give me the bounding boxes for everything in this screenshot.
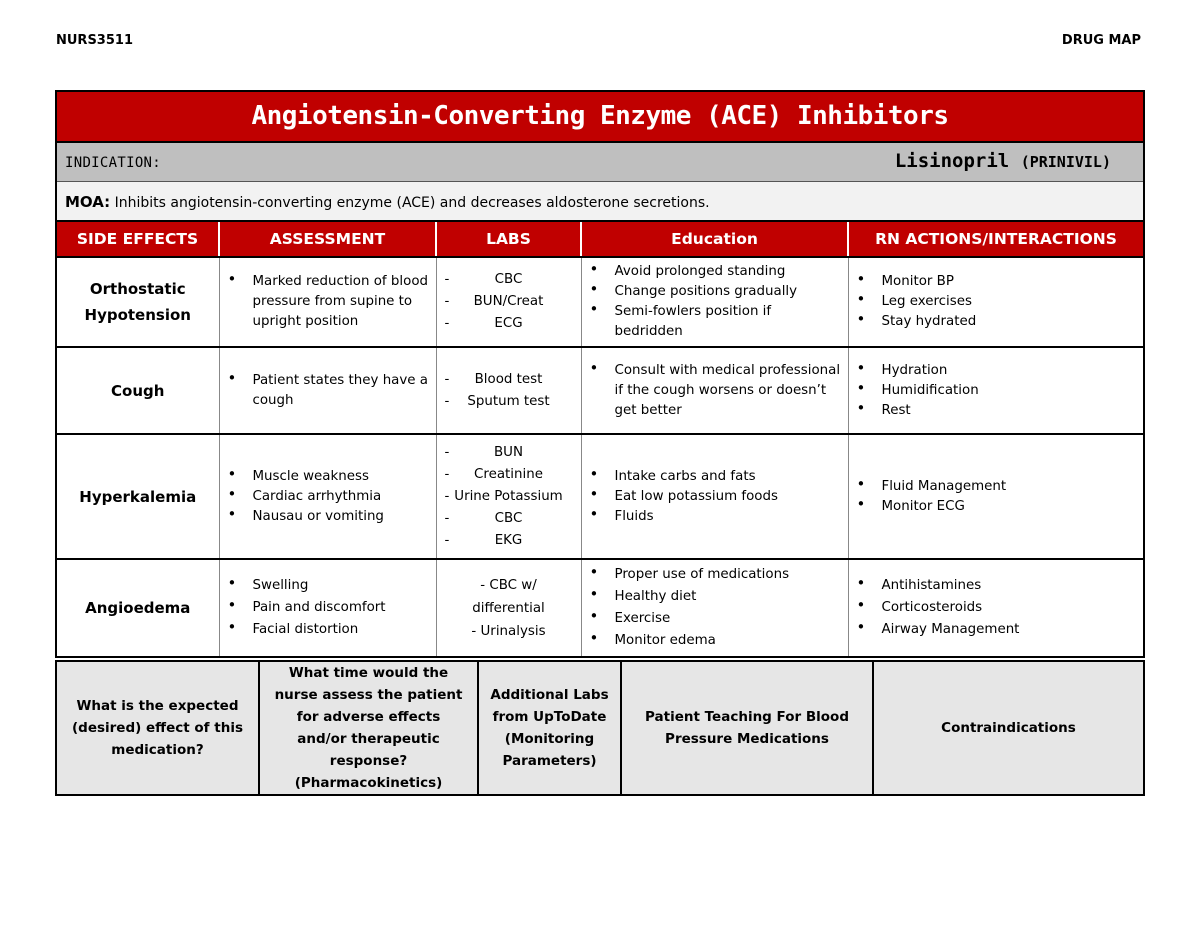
list-item: • Fluids bbox=[615, 507, 844, 527]
list-item: • Nausau or vomiting bbox=[253, 507, 432, 527]
table-row bbox=[57, 257, 1143, 347]
side-effect-cell: Hyperkalemia bbox=[57, 434, 219, 559]
list-item: • Leg exercises bbox=[882, 292, 1140, 312]
assessment-cell bbox=[219, 257, 436, 347]
list-item: • Monitor ECG bbox=[882, 497, 1140, 517]
list-item: • Cardiac arrhythmia bbox=[253, 487, 432, 507]
list-item: - CBC w/ bbox=[480, 577, 537, 593]
labs-cell bbox=[436, 559, 581, 656]
list-item: • Intake carbs and fats bbox=[615, 467, 844, 487]
list-item: • Proper use of medications bbox=[615, 564, 844, 586]
side-effect-cell: Cough bbox=[57, 347, 219, 434]
list-item: • Semi-fowlers position if bedridden bbox=[615, 302, 844, 342]
questions-table bbox=[55, 660, 1145, 796]
column-header-labs: LABS bbox=[436, 222, 581, 257]
indication-label: INDICATION: bbox=[65, 155, 162, 171]
list-item: • Monitor edema bbox=[615, 630, 844, 652]
rn-actions-cell bbox=[848, 434, 1143, 559]
list-item: • Humidification bbox=[882, 381, 1140, 401]
list-item: • Marked reduction of blood pressure from supine to upright position bbox=[253, 272, 432, 332]
table-row bbox=[57, 434, 1143, 559]
education-cell bbox=[581, 559, 848, 656]
indication-bar bbox=[57, 143, 1143, 182]
education-cell bbox=[581, 347, 848, 434]
contraindications-cell: Contraindications bbox=[873, 661, 1144, 795]
rn-actions-cell bbox=[848, 347, 1143, 434]
assessment-cell bbox=[219, 434, 436, 559]
list-item: • Eat low potassium foods bbox=[615, 487, 844, 507]
moa-label: MOA: bbox=[65, 193, 111, 211]
list-item: - BUN bbox=[437, 442, 581, 464]
table-row bbox=[57, 559, 1143, 656]
labs-cell bbox=[436, 347, 581, 434]
course-code: NURS3511 bbox=[56, 33, 133, 48]
list-item: • Antihistamines bbox=[882, 575, 1140, 597]
education-cell bbox=[581, 434, 848, 559]
drug-name: Lisinopril bbox=[894, 150, 1010, 172]
list-item: • Corticosteroids bbox=[882, 597, 1140, 619]
column-header-rn-actions: RN ACTIONS/INTERACTIONS bbox=[848, 222, 1143, 257]
side-effect-cell: Orthostatic Hypotension bbox=[84, 280, 191, 324]
list-item: • Pain and discomfort bbox=[253, 597, 432, 619]
drug-map-table bbox=[55, 90, 1145, 658]
list-item: • Hydration bbox=[882, 361, 1140, 381]
drug-name-block bbox=[895, 150, 1111, 172]
column-header-assessment: ASSESSMENT bbox=[219, 222, 436, 257]
list-item: • Facial distortion bbox=[253, 619, 432, 641]
list-item: • Exercise bbox=[615, 608, 844, 630]
labs-cell bbox=[436, 257, 581, 347]
side-effects-table bbox=[57, 222, 1143, 656]
table-header-row bbox=[57, 222, 1143, 257]
list-item: • Avoid prolonged standing bbox=[615, 262, 844, 282]
list-item: • Healthy diet bbox=[615, 586, 844, 608]
side-effect-cell: Angioedema bbox=[57, 559, 219, 656]
list-item: - CBC bbox=[437, 269, 581, 291]
list-item: - Sputum test bbox=[437, 391, 581, 413]
document-type: DRUG MAP bbox=[1061, 33, 1141, 48]
list-item: - BUN/Creat bbox=[437, 291, 581, 313]
assessment-cell bbox=[219, 347, 436, 434]
labs-cell bbox=[436, 434, 581, 559]
list-item: • Stay hydrated bbox=[882, 312, 1140, 332]
list-item: - Urinalysis bbox=[471, 623, 546, 639]
pharmacokinetics-cell: What time would the nurse assess the patient for adverse effects and/or therapeutic response? (Pharmacokinetics) bbox=[259, 661, 478, 795]
list-item: • Monitor BP bbox=[882, 272, 1140, 292]
list-item: • Consult with medical professional if the cough worsens or doesn’t get better bbox=[615, 361, 844, 421]
list-item: • Rest bbox=[882, 401, 1140, 421]
moa-text: Inhibits angiotensin-converting enzyme (ACE) and decreases aldosterone secretions. bbox=[114, 195, 710, 211]
list-item: • Fluid Management bbox=[882, 477, 1140, 497]
patient-teaching-cell: Patient Teaching For Blood Pressure Medications bbox=[621, 661, 873, 795]
list-item: - Urine Potassium bbox=[437, 486, 581, 508]
list-item: • Muscle weakness bbox=[253, 467, 432, 487]
list-item: - Blood test bbox=[437, 369, 581, 391]
education-cell bbox=[581, 257, 848, 347]
list-item: differential bbox=[472, 600, 545, 616]
moa-bar bbox=[57, 182, 1143, 222]
column-header-side-effects: SIDE EFFECTS bbox=[57, 222, 219, 257]
list-item: - ECG bbox=[437, 313, 581, 335]
assessment-cell bbox=[219, 559, 436, 656]
list-item: • Airway Management bbox=[882, 619, 1140, 641]
list-item: - EKG bbox=[437, 530, 581, 552]
rn-actions-cell bbox=[848, 559, 1143, 656]
expected-effect-cell: What is the expected (desired) effect of this medication? bbox=[56, 661, 259, 795]
drug-class-title: Angiotensin-Converting Enzyme (ACE) Inhibitors bbox=[57, 92, 1143, 143]
questions-row bbox=[56, 661, 1144, 795]
rn-actions-cell bbox=[848, 257, 1143, 347]
additional-labs-cell: Additional Labs from UpToDate (Monitoring Parameters) bbox=[478, 661, 621, 795]
list-item: • Patient states they have a cough bbox=[253, 371, 432, 411]
list-item: • Change positions gradually bbox=[615, 282, 844, 302]
column-header-education: Education bbox=[581, 222, 848, 257]
drug-brand-name: (PRINIVIL) bbox=[1020, 153, 1111, 171]
list-item: - Creatinine bbox=[437, 464, 581, 486]
table-row bbox=[57, 347, 1143, 434]
list-item: • Swelling bbox=[253, 575, 432, 597]
list-item: - CBC bbox=[437, 508, 581, 530]
